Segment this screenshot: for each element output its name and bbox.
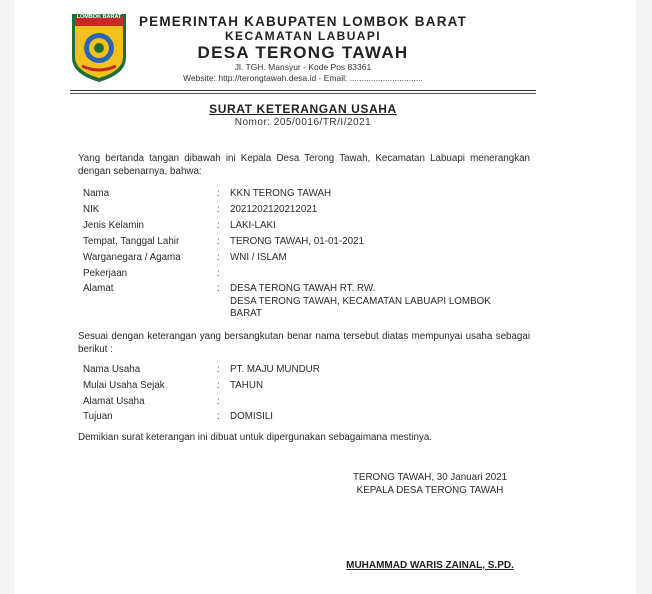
- district-name: KECAMATAN LABUAPI: [224, 29, 381, 43]
- field-label: Alamat: [83, 283, 114, 294]
- field-label: Nama: [83, 188, 110, 199]
- field-label: Mulai Usaha Sejak: [83, 380, 165, 391]
- field-label: Tempat, Tanggal Lahir: [83, 236, 180, 247]
- field-value: LAKI-LAKI: [230, 220, 276, 231]
- letterhead: [138, 14, 468, 84]
- address-line: Jl. TGH. Mansyur - Kode Pos 83361: [234, 62, 372, 72]
- signature-place-date: TERONG TAWAH, 30 Januari 2021: [352, 472, 508, 483]
- field-colon: :: [217, 188, 220, 199]
- field-colon: :: [217, 236, 220, 247]
- business-intro-paragraph: Sesuai dengan keterangan yang bersangkutan benar nama tersebut diatas mempunyai usaha sebagai berikut :: [78, 331, 530, 355]
- field-colon: :: [217, 396, 220, 407]
- field-colon: :: [217, 220, 220, 231]
- header-rule-thick: [70, 90, 536, 91]
- field-colon: :: [217, 283, 220, 294]
- field-colon: :: [217, 268, 220, 279]
- field-colon: :: [217, 252, 220, 263]
- field-value: TAHUN: [230, 380, 264, 391]
- field-label: NIK: [83, 204, 100, 215]
- field-label: Pekerjaan: [83, 268, 128, 279]
- signatory-name: MUHAMMAD WARIS ZAINAL, S.PD.: [346, 560, 514, 571]
- logo-banner-text: LOMBOK BARAT: [76, 14, 122, 20]
- field-value: WNI / ISLAM: [230, 252, 287, 263]
- header-rule-thin: [70, 93, 536, 94]
- document-number: Nomor: 205/0016/TR/I/2021: [234, 117, 372, 128]
- regency-coat-of-arms-logo: [70, 12, 128, 84]
- field-colon: :: [217, 380, 220, 391]
- field-colon: :: [217, 411, 220, 422]
- closing-paragraph: Demikian surat keterangan ini dibuat untuk dipergunakan sebagaimana mestinya.: [78, 432, 432, 443]
- field-label: Jenis Kelamin: [83, 220, 144, 231]
- field-value: DOMISILI: [230, 411, 274, 422]
- field-value: TERONG TAWAH, 01-01-2021: [230, 236, 364, 247]
- field-colon: :: [217, 204, 220, 215]
- signature-position: KEPALA DESA TERONG TAWAH: [356, 485, 504, 496]
- field-colon: :: [217, 364, 220, 375]
- government-name: PEMERINTAH KABUPATEN LOMBOK BARAT: [138, 14, 468, 29]
- field-value: PT. MAJU MUNDUR: [230, 364, 320, 375]
- field-label: Alamat Usaha: [83, 396, 145, 407]
- field-label: Warganegara / Agama: [83, 252, 181, 263]
- field-label: Nama Usaha: [83, 364, 141, 375]
- intro-paragraph: Yang bertanda tangan dibawah ini Kepala Desa Terong Tawah, Kecamatan Labuapi menerangkan dengan sebenarnya, bahwa:: [78, 153, 530, 177]
- contact-line: Website: http://terongtawah.desa.id - Email: ...............................: [183, 73, 423, 83]
- document-title: SURAT KETERANGAN USAHA: [209, 102, 397, 116]
- village-name: DESA TERONG TAWAH: [197, 43, 409, 62]
- field-value: KKN TERONG TAWAH: [230, 188, 332, 199]
- field-value: 2021202120212021: [230, 204, 318, 215]
- address-value: DESA TERONG TAWAH RT. RW. DESA TERONG TAWAH, KECAMATAN LABUAPI LOMBOK BARAT: [230, 283, 491, 319]
- field-label: Tujuan: [83, 411, 113, 422]
